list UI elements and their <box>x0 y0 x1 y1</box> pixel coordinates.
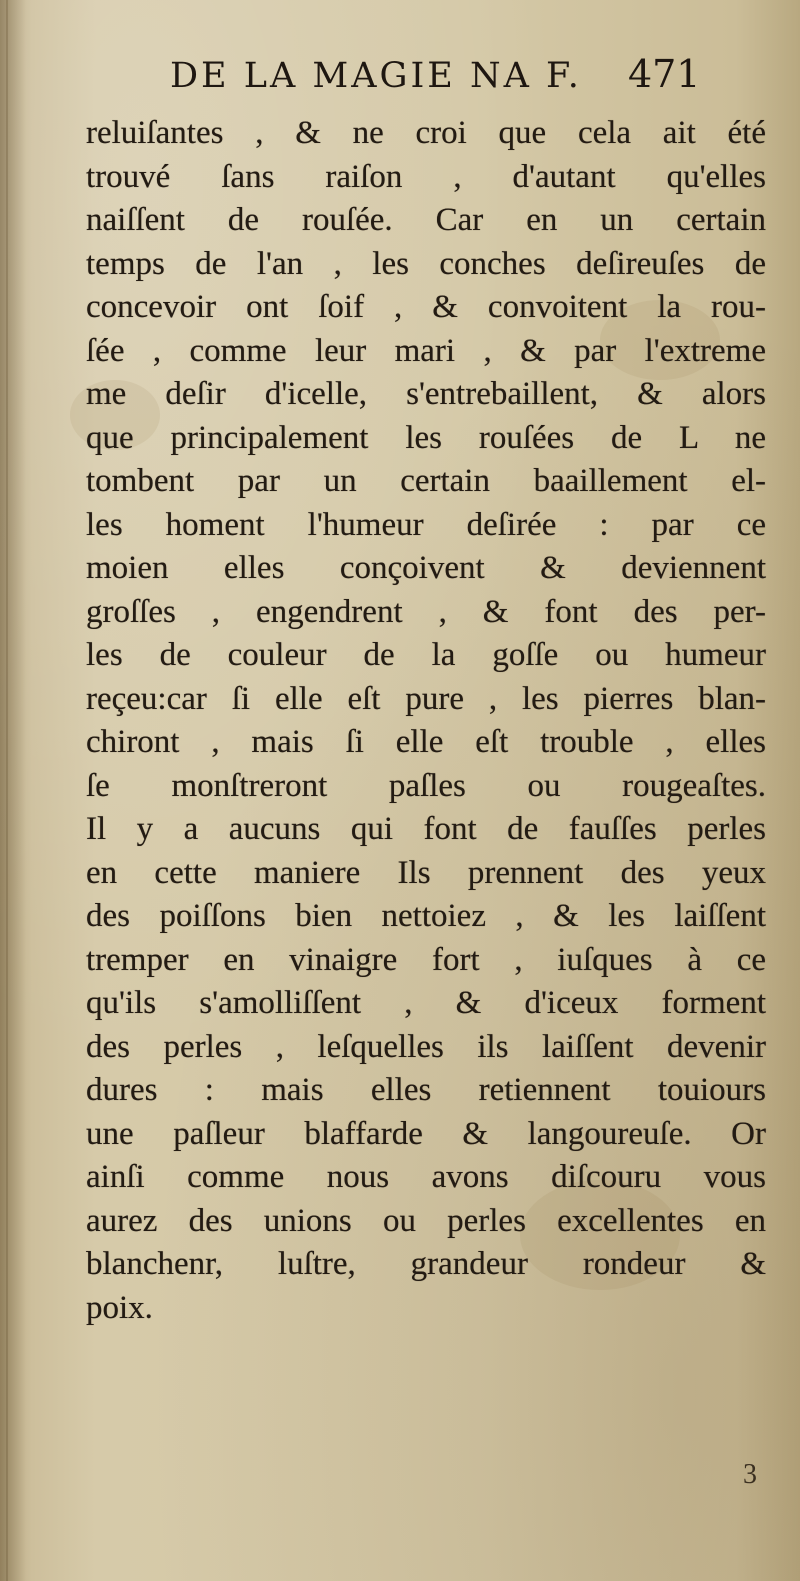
text-line: les de couleur de la goſſe ou humeur <box>86 637 766 673</box>
text-line: ainſi comme nous avons diſcouru vous <box>86 1159 766 1195</box>
signature-mark: 3 <box>743 1459 757 1490</box>
text-line: les homent l'humeur deſirée : par ce <box>86 506 766 543</box>
gutter-shadow <box>0 0 26 1581</box>
running-head <box>170 52 770 112</box>
text-line: tremper en vinaigre fort , iuſques à ce <box>86 941 766 978</box>
text-line: que principalement les rouſées de L ne <box>86 419 766 456</box>
text-line: tombent par un certain baaillement el- <box>86 463 766 499</box>
text-line: en cette maniere Ils prennent des yeux <box>86 854 766 891</box>
text-line: temps de l'an , les conches deſireuſes de <box>86 245 766 282</box>
text-line: moien elles conçoivent & deviennent <box>86 550 766 586</box>
text-line: blanchenr, luſtre, grandeur rondeur & <box>86 1246 766 1282</box>
text-line: Il y a aucuns qui font de fauſſes perles <box>86 811 766 847</box>
text-line: chiront , mais ſi elle eſt trouble , elles <box>86 724 766 760</box>
text-line: des poiſſons bien nettoiez , & les laiſſent <box>86 898 766 934</box>
running-title: DE LA MAGIE NA F. <box>170 56 582 96</box>
text-line: dures : mais elles retiennent touiours <box>86 1072 766 1108</box>
text-line: aurez des unions ou perles excellentes en <box>86 1202 766 1239</box>
text-line: qu'ils s'amolliſſent , & d'iceux forment <box>86 985 766 1021</box>
text-line: concevoir ont ſoif , & convoitent la rou- <box>86 289 766 325</box>
text-line: ſe monſtreront paſles ou rougeaſtes. <box>86 767 766 804</box>
text-line: des perles , leſquelles ils laiſſent devenir <box>86 1028 766 1065</box>
text-line: reluiſantes , & ne croi que cela ait été <box>86 115 766 151</box>
page-number: 471 <box>627 52 701 96</box>
body-text <box>86 112 766 1330</box>
text-line: groſſes , engendrent , & font des per- <box>86 593 766 630</box>
text-line: ſée , comme leur mari , & par l'extreme <box>86 332 766 369</box>
page-edge <box>6 0 8 1581</box>
text-line: trouvé ſans raiſon , d'autant qu'elles <box>86 158 766 195</box>
text-line: une paſleur blaffarde & langoureuſe. Or <box>86 1115 766 1152</box>
text-line: poix. <box>86 1289 153 1326</box>
text-line: me deſir d'icelle, s'entrebaillent, & alors <box>86 376 766 412</box>
text-line: naiſſent de rouſée. Car en un certain <box>86 202 766 238</box>
text-line: reçeu:car ſi elle eſt pure , les pierres blan- <box>86 680 766 717</box>
